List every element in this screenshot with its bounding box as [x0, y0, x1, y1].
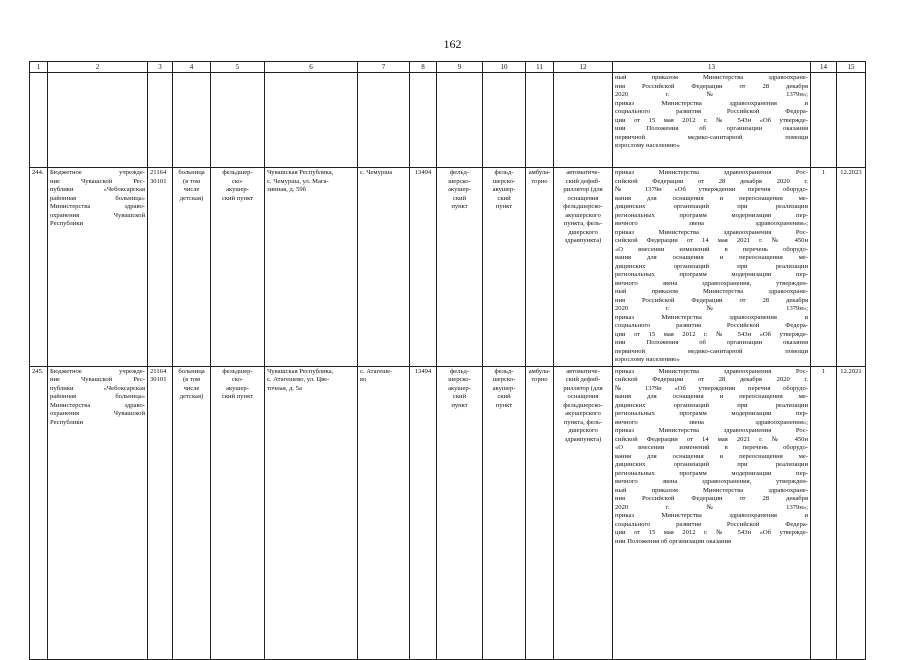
cell-equipment-line: акушерского	[565, 410, 601, 417]
cell-normative-acts-line: дицинских организаций при реализации	[615, 461, 808, 468]
cell-equipment	[554, 168, 613, 367]
column-number-8: 8	[410, 62, 437, 73]
cell-normative-acts-line: вичного звена здравоохранения»;	[615, 220, 808, 227]
cell-normative-acts-line: сийской Федерации от 14 мая 2021 г. № 450н	[615, 237, 808, 244]
column-number-4: 4	[173, 62, 211, 73]
empty-cell	[30, 73, 48, 168]
column-number-11: 11	[526, 62, 554, 73]
cell-equipment-line: дшерского	[568, 427, 598, 434]
cell-care-conditions-line: амбула-	[528, 367, 551, 375]
column-number-7: 7	[358, 62, 410, 73]
cell-unit-type-line: ско-	[231, 376, 244, 383]
cell-subdivision	[483, 168, 526, 367]
cell-organization-line: районная больница»	[50, 393, 145, 400]
cell-normative-acts-line: социального развития Российской Федера-	[615, 322, 808, 329]
column-number-row	[30, 62, 866, 73]
cell-address	[265, 168, 358, 367]
cell-normative-acts-line: 2020 г. № 1379н»;	[615, 305, 808, 312]
cell-normative-acts-line: первичной медико-санитарной помощи	[615, 347, 808, 355]
cell-normative-acts-line: приказ Министерства здравоохранения Рос-	[615, 427, 808, 434]
cell-equipment	[554, 366, 613, 659]
cell-normative-acts-line: приказ Министерства здравоохранения Рос-	[615, 228, 808, 236]
cell-normative-acts-line: дицинских организаций при реализации	[615, 203, 808, 210]
cell-settlement	[358, 168, 410, 367]
cell-care-conditions	[526, 366, 554, 659]
cell-facility-type-line: (в том	[182, 376, 201, 383]
cell-equipment-line: пункта, фель-	[563, 418, 603, 426]
cell-care-conditions-line: торно	[531, 376, 548, 383]
table-row	[30, 168, 866, 367]
cell-normative-acts-line: № 1379н «Об утверждении перечня оборудо-	[615, 186, 808, 193]
cell-code-line: 21164	[150, 169, 167, 176]
cell-unit-type	[211, 366, 265, 659]
cell-profile	[437, 366, 483, 659]
cell-normative-acts-line: вания для оснащения и переоснащения ме-	[615, 393, 808, 400]
cell-subdivision-line: акушер-	[492, 384, 516, 392]
cell-care-conditions-line: амбула-	[528, 169, 551, 176]
cell-address-line: точная, д. 5а	[267, 384, 302, 392]
cell-normative-acts-line: «О внесении изменений в перечень оборудо-	[615, 444, 808, 451]
cell-normative-acts-line: вичного звена здравоохранения»;	[615, 418, 808, 426]
cell-care-conditions-line: торно	[531, 177, 548, 185]
cell-row-number: 245.	[30, 366, 48, 659]
cell-organization-line: публики «Чебоксарская	[50, 186, 145, 193]
cell-normative-acts-line: первичной медико-санитарной помощи	[615, 133, 808, 141]
cell-normative-acts-line: региональных программ модернизации пер-	[615, 410, 808, 417]
cell-normative-acts-line: приказ Министерства здравоохранения и	[615, 512, 808, 519]
cell-equipment-line: риллятор (для	[563, 384, 603, 392]
cell-profile-line: ский	[452, 393, 467, 400]
cell-normative-acts-line: нии Положения об организации оказания	[615, 125, 808, 132]
cell-equipment-line: оснащения	[567, 393, 599, 400]
column-number-14: 14	[811, 62, 837, 73]
cell-settlement-line: с. Чемурша	[360, 169, 393, 176]
cell-address-line: с. Атагешево, ул. Цве-	[267, 376, 330, 383]
cell-address-line: Чувашская Республика,	[267, 367, 334, 375]
empty-cell	[148, 73, 173, 168]
column-number-15: 15	[837, 62, 866, 73]
cell-address-line: зинная, д. 59б	[267, 186, 307, 193]
cell-organization-line: Республики	[50, 418, 84, 426]
cell-quantity: 1	[811, 168, 837, 367]
cell-normative-acts-line: «О внесении изменений в перечень оборудо-	[615, 245, 808, 253]
cell-organization-line: Министерства здраво-	[50, 401, 145, 409]
cell-normative-acts-line: ции от 15 мая 2012 г. № 543н «Об утвержде-	[615, 330, 808, 338]
cell-subdivision-line: фельд-	[494, 367, 514, 375]
cell-normative-acts-line: нии Положения об организации оказания	[615, 537, 732, 545]
cell-normative-acts	[613, 73, 811, 168]
cell-facility-type	[173, 168, 211, 367]
cell-organization-line: Министерства здраво-	[50, 203, 145, 210]
cell-equipment-line: риллятор (для	[563, 186, 603, 193]
cell-facility-type-line: числе	[183, 186, 200, 193]
cell-normative-acts-line: дицинских организаций при реализации	[615, 262, 808, 270]
cell-facility-type-line: детская)	[179, 194, 204, 202]
cell-equipment-line: фельдшерско-	[563, 203, 603, 210]
cell-profile-line: пункт	[451, 401, 468, 409]
cell-organization-line: ние Чувашской Рес-	[50, 177, 145, 185]
cell-normative-acts	[613, 168, 811, 367]
cell-normative-acts-line: приказ Министерства здравоохранения и	[615, 99, 808, 107]
column-number-10: 10	[483, 62, 526, 73]
cell-normative-acts-line: сийской Федерации от 28 декабря 2020 г.	[615, 376, 808, 383]
cell-profile-line: акушер-	[448, 186, 471, 193]
cell-date: 12.2021	[837, 366, 866, 659]
cell-normative-acts-line: взрослому населению»	[615, 142, 680, 149]
cell-normative-acts-line: сийской Федерации от 28 декабря 2020 г.	[615, 177, 808, 185]
cell-normative-acts-line: вания для оснащения и переоснащения ме-	[615, 452, 808, 460]
cell-normative-acts-line: вания для оснащения и переоснащения ме-	[615, 194, 808, 202]
cell-equipment-line: автоматиче-	[566, 169, 600, 176]
cell-normative-acts-line: вания для оснащения и переоснащения ме-	[615, 254, 808, 261]
table-row	[30, 366, 866, 659]
cell-subdivision-line: пункт	[495, 401, 513, 409]
empty-cell	[483, 73, 526, 168]
cell-unit-type-line: фельдшер-	[222, 169, 253, 176]
cell-equipment-line: ский дефиб-	[565, 177, 601, 185]
cell-normative-acts-line: ный приказом Министерства здравоохране-	[615, 486, 808, 494]
cell-row-number: 244.	[30, 168, 48, 367]
cell-population: 13494	[410, 366, 437, 659]
cell-normative-acts-line: вичного звена здравоохранения, утвержден-	[615, 279, 808, 287]
cell-facility-type-line: детская)	[179, 393, 204, 400]
cell-code-line: 30101	[150, 177, 167, 185]
continuation-row	[30, 73, 866, 168]
cell-normative-acts-line: региональных программ модернизации пер-	[615, 271, 808, 278]
cell-subdivision-line: акушер-	[492, 186, 516, 193]
cell-equipment-line: дшерского	[568, 228, 598, 236]
empty-cell	[811, 73, 837, 168]
cell-profile	[437, 168, 483, 367]
column-number-5: 5	[211, 62, 265, 73]
cell-normative-acts-line: взрослому населению»	[615, 356, 680, 363]
cell-settlement-line: с. Атагеше-	[360, 367, 393, 375]
empty-cell	[48, 73, 148, 168]
cell-organization-line: охранения Чувашской	[50, 211, 145, 219]
cell-unit-type-line: ский пункт	[221, 194, 254, 202]
empty-cell	[554, 73, 613, 168]
cell-subdivision-line: фельд-	[494, 169, 514, 176]
cell-code-line: 21164	[150, 367, 167, 375]
cell-normative-acts-line: региональных программ модернизации пер-	[615, 211, 808, 219]
empty-cell	[837, 73, 866, 168]
cell-unit-type-line: акушер-	[226, 186, 249, 193]
cell-subdivision	[483, 366, 526, 659]
empty-cell	[265, 73, 358, 168]
cell-organization-line: охранения Чувашской	[50, 410, 145, 417]
column-number-12: 12	[554, 62, 613, 73]
cell-equipment-line: здравпункта)	[564, 435, 602, 443]
cell-normative-acts-line: ный приказом Министерства здравоохране-	[615, 288, 808, 295]
cell-facility-type-line: больница	[178, 169, 205, 176]
cell-normative-acts-line: 2020 г. № 1379н»;	[615, 503, 808, 511]
cell-normative-acts-line: приказ Министерства здравоохранения и	[615, 313, 808, 321]
empty-cell	[410, 73, 437, 168]
cell-normative-acts-line: ции от 15 мая 2012 г. № 543н «Об утвержде-	[615, 529, 808, 536]
cell-normative-acts-line: приказ Министерства здравоохранения Рос-	[615, 169, 808, 176]
cell-settlement-line: во	[360, 376, 367, 383]
cell-profile-line: ский	[452, 194, 467, 202]
cell-organization-line: Республики	[50, 220, 84, 227]
cell-code-line: 30101	[150, 376, 167, 383]
cell-equipment-line: пункта, фель-	[563, 220, 603, 227]
cell-profile-line: фельд-	[449, 367, 470, 375]
cell-facility-type	[173, 366, 211, 659]
cell-normative-acts-line: дицинских организаций при реализации	[615, 401, 808, 409]
cell-profile-line: шерско-	[448, 376, 471, 383]
cell-normative-acts-line: ный приказом Министерства здравоохране-	[615, 74, 808, 81]
cell-profile-line: шерско-	[448, 177, 471, 185]
cell-organization	[48, 168, 148, 367]
cell-normative-acts-line: нии Положения об организации оказания	[615, 339, 808, 346]
cell-address-line: с. Чемурша, ул. Мага-	[267, 177, 329, 185]
cell-normative-acts-line: ния Российской Федерации от 28 декабря	[615, 82, 808, 90]
cell-subdivision-line: ский	[497, 194, 511, 202]
cell-organization-line: Бюджетное учрежде-	[50, 169, 145, 176]
empty-cell	[173, 73, 211, 168]
cell-settlement	[358, 366, 410, 659]
column-number-2: 2	[48, 62, 148, 73]
cell-unit-type-line: акушер-	[226, 384, 249, 392]
page-number: 162	[443, 37, 462, 51]
cell-equipment-line: ский дефиб-	[565, 376, 601, 383]
cell-unit-type-line: фельдшер-	[222, 367, 253, 375]
cell-normative-acts	[613, 366, 811, 659]
cell-subdivision-line: шерско-	[492, 376, 516, 383]
cell-facility-type-line: числе	[183, 384, 200, 392]
column-number-6: 6	[265, 62, 358, 73]
cell-profile-line: акушер-	[448, 384, 471, 392]
cell-equipment-line: оснащения	[567, 194, 599, 202]
cell-profile-line: фельд-	[449, 169, 470, 176]
cell-normative-acts-line: социального развития Российской Федера-	[615, 108, 808, 115]
column-number-9: 9	[437, 62, 483, 73]
cell-quantity: 1	[811, 366, 837, 659]
cell-normative-acts-line: № 1379н «Об утверждении перечня оборудо-	[615, 384, 808, 392]
cell-facility-type-line: больница	[178, 367, 205, 375]
cell-subdivision-line: ский	[497, 393, 511, 400]
cell-normative-acts-line: ния Российской Федерации от 28 декабря	[615, 296, 808, 304]
cell-date: 12.2023	[837, 168, 866, 367]
cell-normative-acts-line: 2020 г. № 1379н»;	[615, 91, 808, 98]
cell-care-conditions	[526, 168, 554, 367]
cell-subdivision-line: пункт	[495, 203, 513, 210]
cell-equipment-line: фельдшерско-	[563, 401, 603, 409]
column-number-1: 1	[30, 62, 48, 73]
cell-normative-acts-line: вичного звена здравоохранения, утвержден-	[615, 478, 808, 485]
cell-address-line: Чувашская Республика,	[267, 169, 334, 176]
document-table	[29, 61, 866, 660]
cell-normative-acts-line: ции от 15 мая 2012 г. № 543н «Об утвержде-	[615, 116, 808, 124]
cell-profile-line: пункт	[451, 203, 468, 210]
cell-normative-acts-line: региональных программ модернизации пер-	[615, 469, 808, 477]
column-number-13: 13	[613, 62, 811, 73]
cell-subdivision-line: шерско-	[492, 177, 516, 185]
cell-population: 13494	[410, 168, 437, 367]
cell-organization-line: публики «Чебоксарская	[50, 384, 145, 392]
cell-unit-type-line: ский пункт	[221, 393, 254, 400]
cell-normative-acts-line: ния Российской Федерации от 28 декабря	[615, 495, 808, 502]
cell-normative-acts-line: сийской Федерации от 14 мая 2021 г. № 450н	[615, 435, 808, 443]
empty-cell	[211, 73, 265, 168]
empty-cell	[526, 73, 554, 168]
cell-organization	[48, 366, 148, 659]
cell-equipment-line: здравпункта)	[564, 237, 602, 244]
cell-unit-type	[211, 168, 265, 367]
cell-code	[148, 168, 173, 367]
empty-cell	[358, 73, 410, 168]
cell-organization-line: районная больница»	[50, 194, 145, 202]
cell-organization-line: Бюджетное учрежде-	[50, 367, 145, 375]
cell-unit-type-line: ско-	[231, 177, 244, 185]
cell-facility-type-line: (в том	[182, 177, 201, 185]
cell-address	[265, 366, 358, 659]
cell-code	[148, 366, 173, 659]
column-number-3: 3	[148, 62, 173, 73]
cell-equipment-line: акушерского	[565, 211, 601, 219]
cell-equipment-line: автоматиче-	[566, 367, 600, 375]
cell-normative-acts-line: приказ Министерства здравоохранения Рос-	[615, 367, 808, 375]
empty-cell	[437, 73, 483, 168]
cell-organization-line: ние Чувашской Рес-	[50, 376, 145, 383]
cell-normative-acts-line: социального развития Российской Федера-	[615, 520, 808, 528]
